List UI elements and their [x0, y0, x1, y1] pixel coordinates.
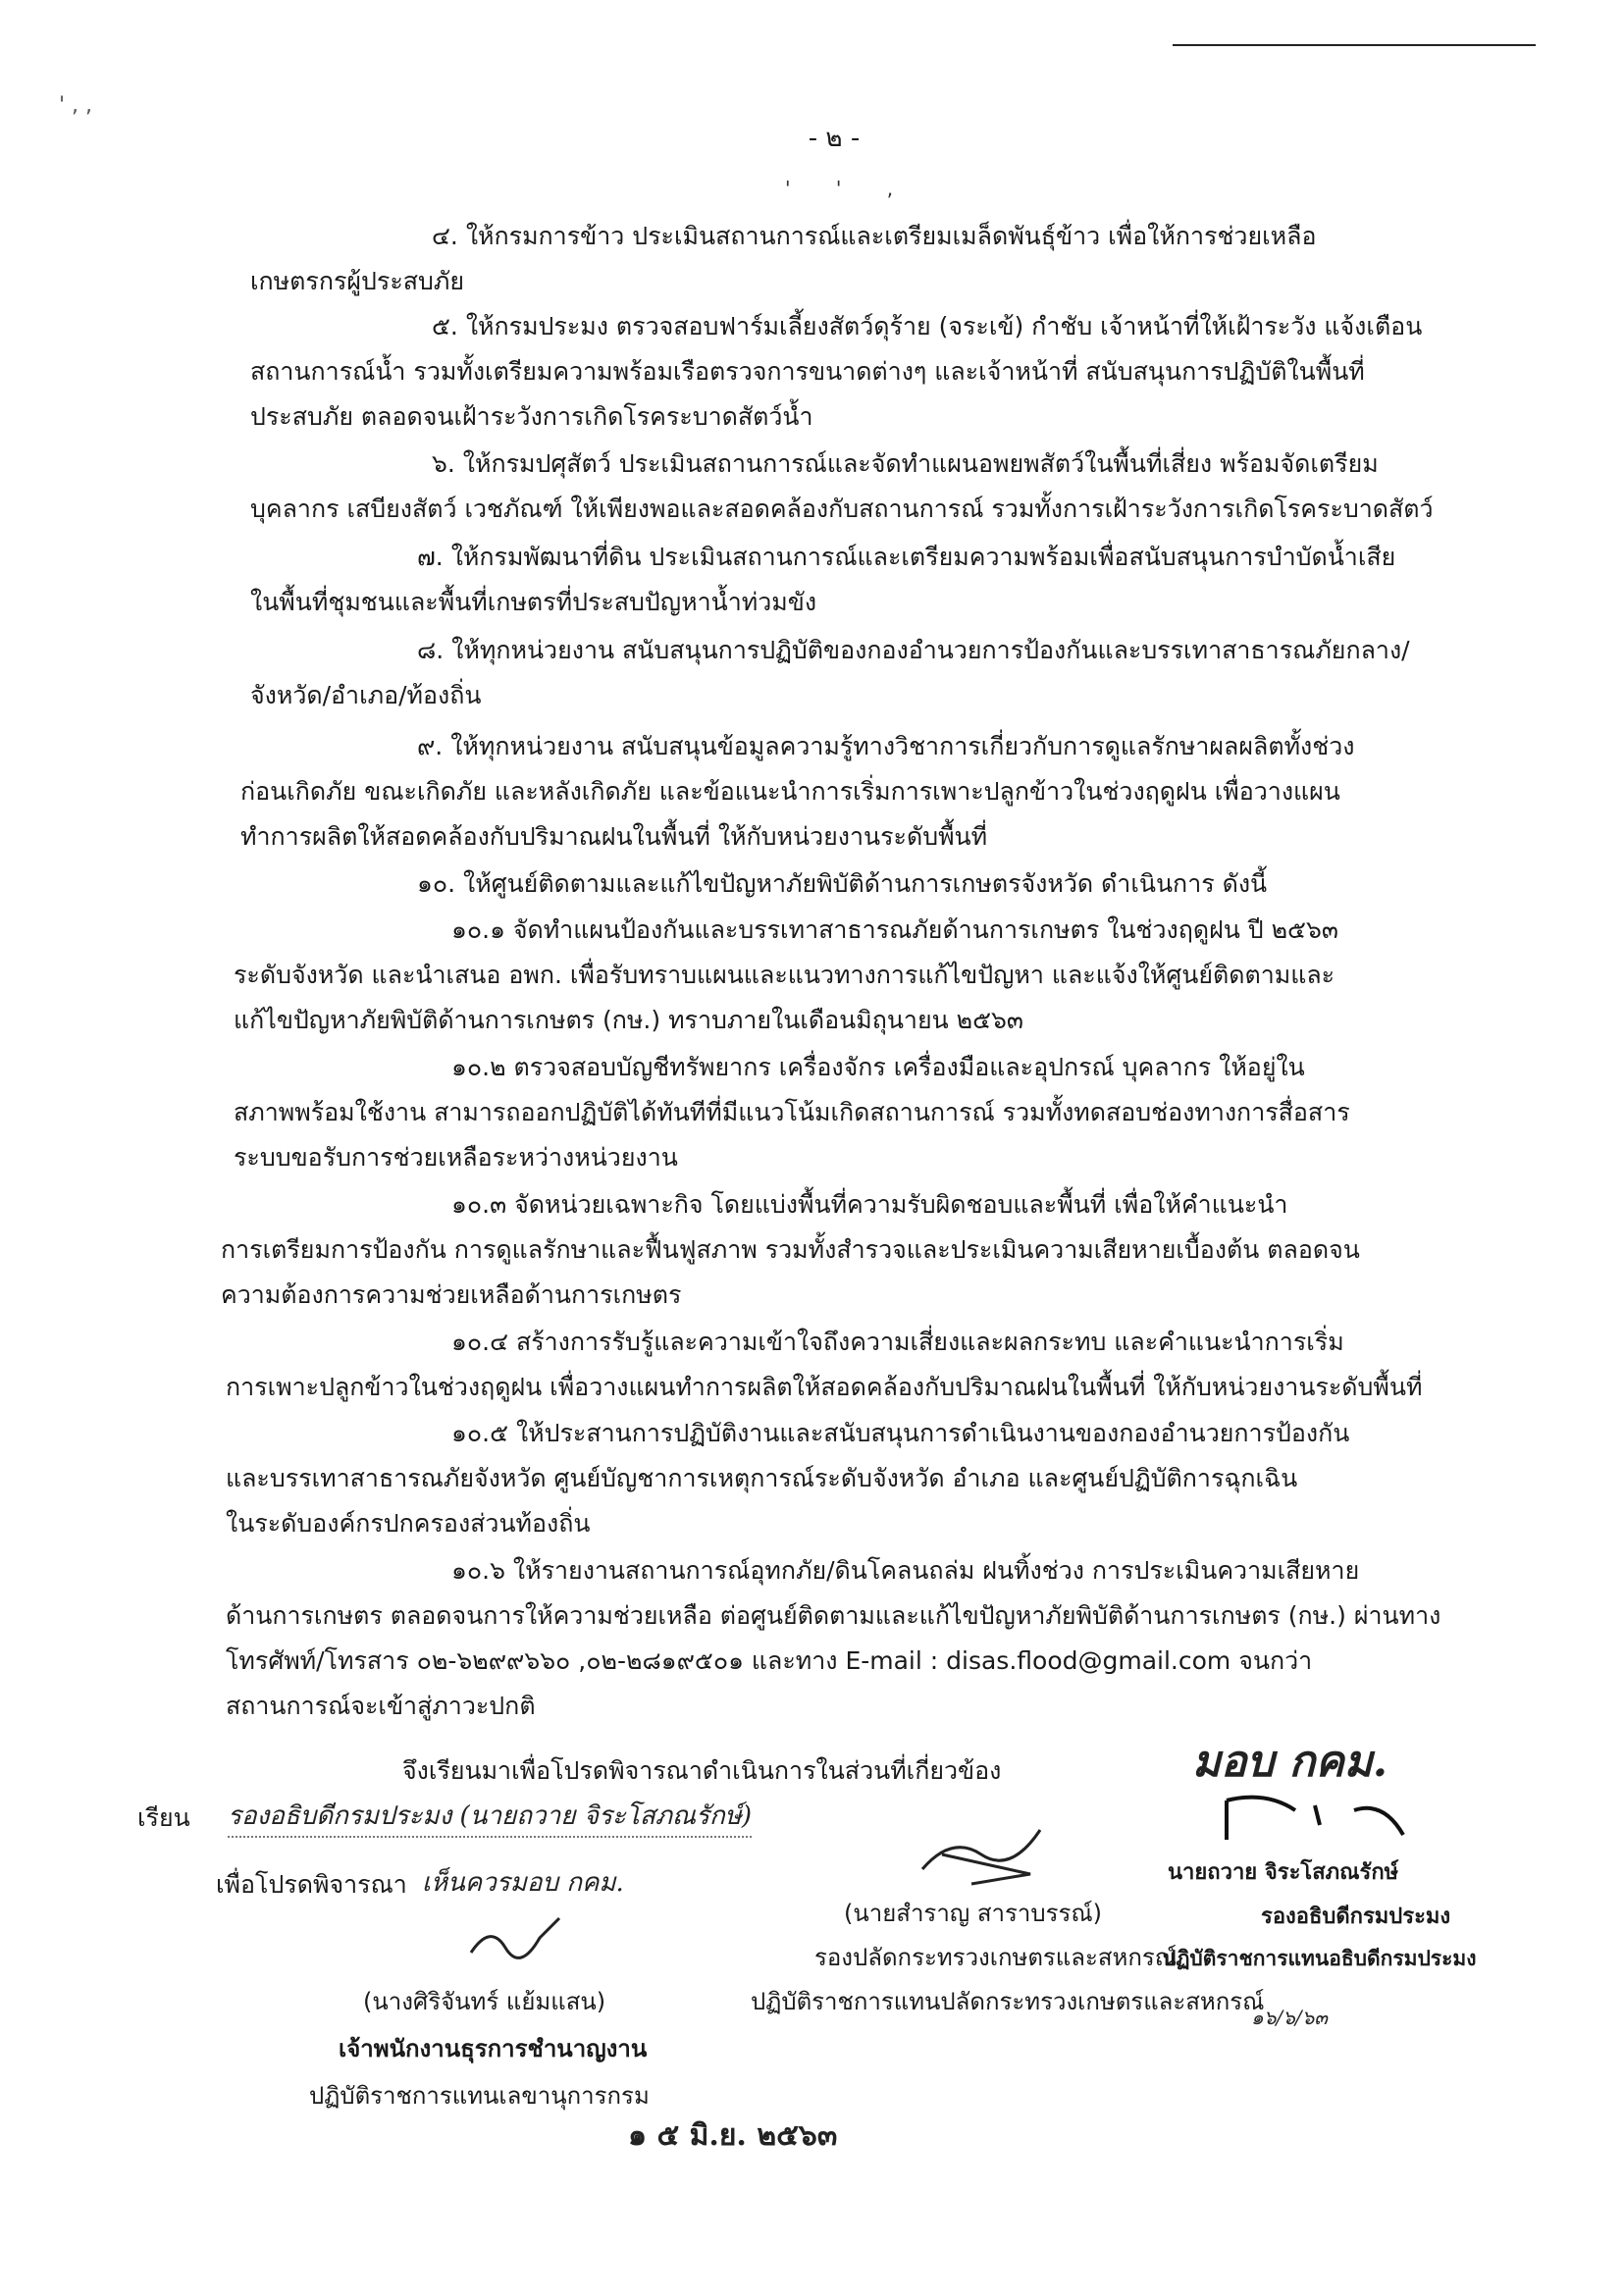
center-signer-title1: รองปลัดกระทรวงเกษตรและสหกรณ์: [814, 1944, 1178, 1971]
paragraph-9-line-1: ๑๐.๒ ตรวจสอบบัญชีทรัพยากร เครื่องจักร เครื่องมือและอุปกรณ์ บุคลากร ให้อยู่ใน: [451, 1053, 1305, 1081]
paragraph-4-line-1: ๗. ให้กรมพัฒนาที่ดิน ประเมินสถานการณ์และเตรียมความพร้อมเพื่อสนับสนุนการบำบัดน้ำเสีย: [417, 543, 1396, 571]
paragraph-8-line-2: ระดับจังหวัด และนำเสนอ อพก. เพื่อรับทราบแผนและแนวทางการแก้ไขปัญหา และแจ้งให้ศูนย์ติดตามและ: [234, 961, 1335, 989]
left-signer-title2: ปฏิบัติราชการแทนเลขานุการกรม: [309, 2082, 650, 2110]
paragraph-6-line-3: ทำการผลิตให้สอดคล้องกับปริมาณฝนในพื้นที่ ให้กับหน่วยงานระดับพื้นที่: [240, 822, 988, 851]
closing-line: จึงเรียนมาเพื่อโปรดพิจารณาดำเนินการในส่วนที่เกี่ยวข้อง: [402, 1756, 1002, 1785]
paragraph-3-line-1: ๖. ให้กรมปศุสัตว์ ประเมินสถานการณ์และจัดทำแผนอพยพสัตว์ในพื้นที่เสี่ยง พร้อมจัดเตรียม: [432, 449, 1379, 478]
right-initial-date: ๑๖/๖/๖๓: [1251, 2006, 1328, 2029]
to-label: เรียน: [137, 1803, 190, 1832]
right-signer-title2: ปฏิบัติราชการแทนอธิบดีกรมประมง: [1163, 1947, 1477, 1970]
right-signer-title1: รองอธิบดีกรมประมง: [1261, 1905, 1451, 1929]
for-consideration-label: เพื่อโปรดพิจารณา: [216, 1870, 407, 1899]
paragraph-5-line-2: จังหวัด/อำเภอ/ท้องถิ่น: [250, 681, 482, 709]
paragraph-12-line-1: ๑๐.๕ ให้ประสานการปฏิบัติงานและสนับสนุนการดำเนินงานของกองอำนวยการป้องกัน: [451, 1419, 1350, 1447]
page-number: - ๒ -: [808, 124, 861, 153]
paragraph-9-line-3: ระบบขอรับการช่วยเหลือระหว่างหน่วยงาน: [234, 1143, 678, 1172]
paragraph-11-line-2: การเพาะปลูกข้าวในช่วงฤดูฝน เพื่อวางแผนทำการผลิตให้สอดคล้องกับปริมาณฝนในพื้นที่ ให้กับหน่วยงานระดับพื้นที่: [226, 1373, 1423, 1401]
page-marks: ' ' ,: [785, 177, 914, 200]
paragraph-2-line-3: ประสบภัย ตลอดจนเฝ้าระวังการเกิดโรคระบาดสัตว์น้ำ: [250, 402, 813, 431]
paragraph-6-line-1: ๙. ให้ทุกหน่วยงาน สนับสนุนข้อมูลความรู้ทางวิชาการเกี่ยวกับการดูแลรักษาผลผลิตทั้งช่วง: [417, 732, 1355, 760]
paragraph-6-line-2: ก่อนเกิดภัย ขณะเกิดภัย และหลังเกิดภัย และข้อแนะนำการเริ่มการเพาะปลูกข้าวในช่วงฤดูฝน เพื่อวางแผน: [240, 777, 1340, 806]
for-consideration-handwritten: เห็นควรมอบ กคม.: [422, 1868, 624, 1898]
right-signer-name: นายถวาย จิระโสภณรักษ์: [1168, 1860, 1399, 1885]
left-signature: [461, 1913, 569, 1972]
paragraph-13-line-3: โทรศัพท์/โทรสาร ๐๒-๖๒๙๙๖๖๐ ,๐๒-๒๘๑๙๕๐๑ และทาง E-mail : disas.flood@gmail.com จนกว่า: [226, 1646, 1313, 1675]
paragraph-8-line-3: แก้ไขปัญหาภัยพิบัติด้านการเกษตร (กษ.) ทราบภายในเดือนมิถุนายน ๒๕๖๓: [234, 1006, 1024, 1034]
to-handwritten: รองอธิบดีกรมประมง (นายถวาย จิระโสภณรักษ์): [228, 1796, 752, 1838]
stamp-date: ๑ ๕ มิ.ย. ๒๕๖๓: [628, 2118, 838, 2153]
paragraph-9-line-2: สภาพพร้อมใช้งาน สามารถออกปฏิบัติได้ทันทีที่มีแนวโน้มเกิดสถานการณ์ รวมทั้งทดสอบช่องทางการสื่อสาร: [234, 1098, 1350, 1126]
margin-marks: ' , ,: [59, 93, 93, 118]
paragraph-1-line-2: เกษตรกรผู้ประสบภัย: [250, 267, 465, 295]
paragraph-10-line-1: ๑๐.๓ จัดหน่วยเฉพาะกิจ โดยแบ่งพื้นที่ความรับผิดชอบและพื้นที่ เพื่อให้คำแนะนำ: [451, 1190, 1288, 1219]
paragraph-1-line-1: ๔. ให้กรมการข้าว ประเมินสถานการณ์และเตรียมเมล็ดพันธุ์ข้าว เพื่อให้การช่วยเหลือ: [432, 222, 1317, 250]
paragraph-8-line-1: ๑๐.๑ จัดทำแผนป้องกันและบรรเทาสาธารณภัยด้านการเกษตร ในช่วงฤดูฝน ปี ๒๕๖๓: [451, 915, 1338, 944]
paragraph-11-line-1: ๑๐.๔ สร้างการรับรู้และความเข้าใจถึงความเสี่ยงและผลกระทบ และคำแนะนำการเริ่ม: [451, 1328, 1344, 1356]
paragraph-5-line-1: ๘. ให้ทุกหน่วยงาน สนับสนุนการปฏิบัติของกองอำนวยการป้องกันและบรรเทาสาธารณภัยกลาง/: [417, 636, 1410, 664]
paragraph-3-line-2: บุคลากร เสบียงสัตว์ เวชภัณฑ์ ให้เพียงพอและสอดคล้องกับสถานการณ์ รวมทั้งการเฝ้าระวังการเกิดโรคระบาดสัตว์: [250, 495, 1434, 523]
center-signer-name: (นายสำราญ สาราบรรณ์): [844, 1900, 1103, 1927]
paragraph-13-line-2: ด้านการเกษตร ตลอดจนการให้ความช่วยเหลือ ต่อศูนย์ติดตามและแก้ไขปัญหาภัยพิบัติด้านการเกษตร (กษ.) ผ่านทาง: [226, 1601, 1441, 1630]
center-signature: [913, 1815, 1060, 1894]
paragraph-13-line-1: ๑๐.๖ ให้รายงานสถานการณ์อุทกภัย/ดินโคลนถล่ม ฝนทิ้งช่วง การประเมินความเสียหาย: [451, 1556, 1360, 1585]
handwritten-note: มอบ กคม.: [1192, 1737, 1388, 1787]
paragraph-12-line-3: ในระดับองค์กรปกครองส่วนท้องถิ่น: [226, 1509, 591, 1538]
paragraph-4-line-2: ในพื้นที่ชุมชนและพื้นที่เกษตรที่ประสบปัญหาน้ำท่วมขัง: [250, 588, 817, 616]
paragraph-13-line-4: สถานการณ์จะเข้าสู่ภาวะปกติ: [226, 1692, 536, 1720]
paragraph-10-line-2: การเตรียมการป้องกัน การดูแลรักษาและฟื้นฟูสภาพ รวมทั้งสำรวจและประเมินความเสียหายเบื้องต้น ตลอดจน: [221, 1235, 1360, 1264]
paragraph-7-line-1: ๑๐. ให้ศูนย์ติดตามและแก้ไขปัญหาภัยพิบัติด้านการเกษตรจังหวัด ดำเนินการ ดังนี้: [417, 869, 1268, 898]
top-rule: [1173, 44, 1536, 46]
paragraph-2-line-2: สถานการณ์น้ำ รวมทั้งเตรียมความพร้อมเรือตรวจการขนาดต่างๆ และเจ้าหน้าที่ สนับสนุนการปฏิบัติในพื้นที่: [250, 357, 1365, 386]
paragraph-2-line-1: ๕. ให้กรมประมง ตรวจสอบฟาร์มเลี้ยงสัตว์ดุร้าย (จระเข้) กำชับ เจ้าหน้าที่ให้เฝ้าระวัง แจ้งเตือน: [432, 312, 1423, 340]
left-signer-name: (นางศิริจันทร์ แย้มแสน): [363, 1988, 606, 2015]
paragraph-12-line-2: และบรรเทาสาธารณภัยจังหวัด ศูนย์บัญชาการเหตุการณ์ระดับจังหวัด อำเภอ และศูนย์ปฏิบัติการฉุกเฉิน: [226, 1464, 1298, 1492]
paragraph-10-line-3: ความต้องการความช่วยเหลือด้านการเกษตร: [221, 1280, 682, 1309]
center-signer-title2: ปฏิบัติราชการแทนปลัดกระทรวงเกษตรและสหกรณ์: [751, 1988, 1265, 2015]
left-signer-title1: เจ้าพนักงานธุรการชำนาญงาน: [339, 2035, 648, 2062]
